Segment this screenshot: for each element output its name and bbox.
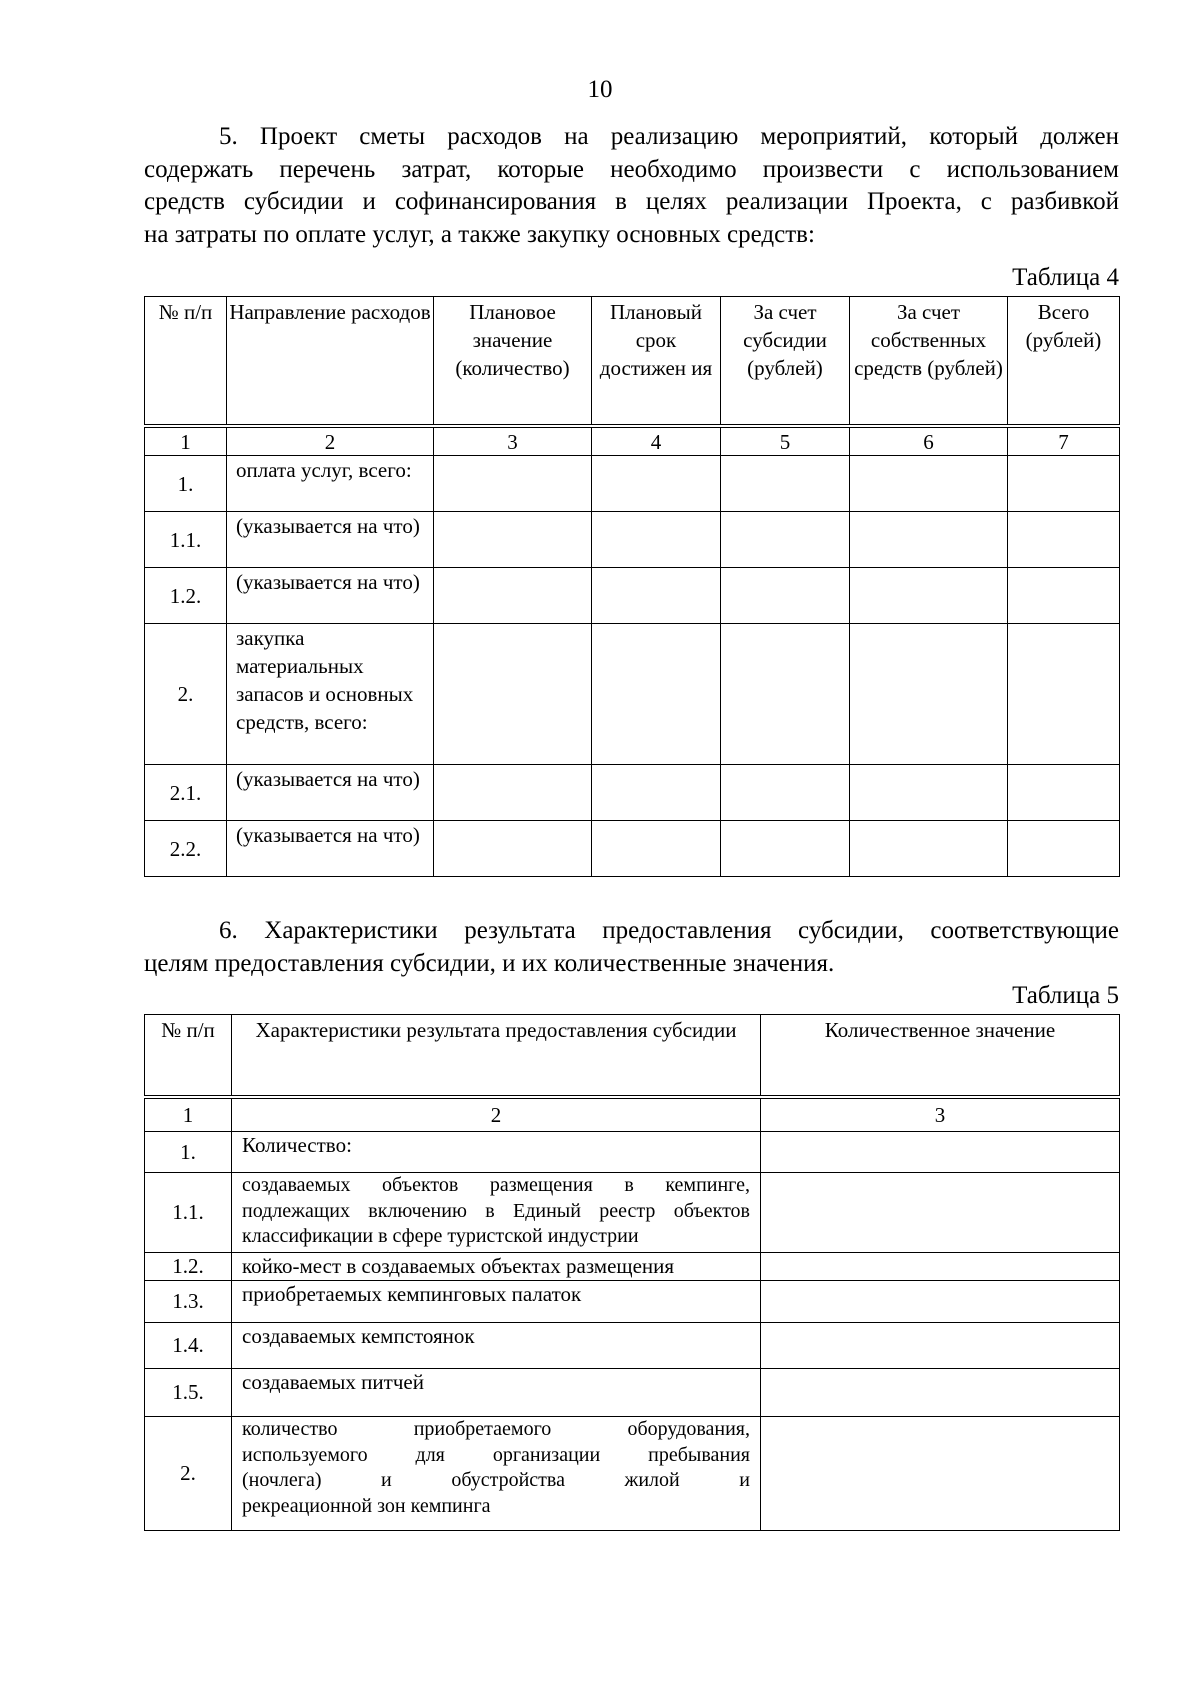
row-label: создаваемых питчей	[232, 1369, 761, 1417]
empty-cell	[592, 624, 721, 765]
column-number-row	[145, 1099, 1120, 1132]
row-label: закупка материальных запасов и основных средств, всего:	[227, 624, 434, 765]
column-number: 5	[721, 428, 850, 456]
row-label: Количество:	[232, 1132, 761, 1173]
empty-cell	[850, 512, 1008, 568]
header-cell-total: Всего (рублей)	[1008, 297, 1120, 425]
column-number: 2	[227, 428, 434, 456]
empty-cell	[1008, 568, 1120, 624]
table-5-body	[144, 1098, 1120, 1531]
row-number: 1.3.	[145, 1281, 232, 1323]
empty-cell	[721, 624, 850, 765]
table-row	[145, 765, 1120, 821]
empty-cell	[434, 821, 592, 877]
column-number: 6	[850, 428, 1008, 456]
empty-cell	[434, 624, 592, 765]
header-cell-number: № п/п	[145, 1015, 232, 1096]
empty-cell	[761, 1132, 1120, 1173]
table-row	[145, 1323, 1120, 1369]
header-cell-own-funds: За счет собственных средств (рублей)	[850, 297, 1008, 425]
paragraph-line: содержать перечень затрат, которые необходимо произвести с использованием	[144, 155, 1119, 183]
column-number: 3	[434, 428, 592, 456]
row-label	[232, 1417, 761, 1531]
empty-cell	[592, 512, 721, 568]
column-number: 1	[145, 428, 227, 456]
empty-cell	[434, 456, 592, 512]
header-cell-number: № п/п	[145, 297, 227, 425]
empty-cell	[1008, 765, 1120, 821]
empty-cell	[761, 1323, 1120, 1369]
empty-cell	[721, 568, 850, 624]
table-row	[145, 1253, 1120, 1281]
row-number: 1.2.	[145, 1253, 232, 1281]
row-label-line: (ночлега) и обустройства жилой и	[242, 1469, 750, 1491]
empty-cell	[721, 512, 850, 568]
row-label: (указывается на что)	[227, 512, 434, 568]
empty-cell	[592, 568, 721, 624]
empty-cell	[761, 1253, 1120, 1281]
empty-cell	[761, 1369, 1120, 1417]
empty-cell	[850, 765, 1008, 821]
empty-cell	[721, 765, 850, 821]
table-row	[145, 456, 1120, 512]
row-number: 1.	[145, 1132, 232, 1173]
row-number: 2.	[145, 1417, 232, 1531]
column-number: 1	[145, 1099, 232, 1132]
header-cell-planned-term: Плановый срок достижен ия	[592, 297, 721, 425]
table-row	[145, 568, 1120, 624]
row-label: приобретаемых кемпинговых палаток	[232, 1281, 761, 1323]
table-row	[145, 1281, 1120, 1323]
table-4-header	[144, 296, 1120, 425]
row-number: 2.	[145, 624, 227, 765]
row-number: 1.4.	[145, 1323, 232, 1369]
table-4-caption: Таблица 4	[1012, 264, 1119, 291]
empty-cell	[721, 456, 850, 512]
empty-cell	[761, 1281, 1120, 1323]
paragraph-line: целям предоставления субсидии, и их количественные значения.	[144, 949, 835, 977]
row-label	[232, 1173, 761, 1253]
empty-cell	[850, 568, 1008, 624]
empty-cell	[761, 1173, 1120, 1253]
section-6-paragraph	[144, 915, 1119, 980]
header-cell-planned-value: Плановое значение (количество)	[434, 297, 592, 425]
table-5-caption: Таблица 5	[1012, 982, 1119, 1009]
row-label-line: рекреационной зон кемпинга	[242, 1494, 491, 1517]
row-number: 1.2.	[145, 568, 227, 624]
header-cell-direction: Направление расходов	[227, 297, 434, 425]
empty-cell	[434, 512, 592, 568]
row-label: (указывается на что)	[227, 765, 434, 821]
header-cell-characteristics: Характеристики результата предоставления субсидии	[232, 1015, 761, 1096]
empty-cell	[850, 624, 1008, 765]
column-number: 2	[232, 1099, 761, 1132]
page-number: 10	[587, 76, 613, 103]
empty-cell	[761, 1417, 1120, 1531]
paragraph-line: на затраты по оплате услуг, а также закупку основных средств:	[144, 220, 815, 248]
row-number: 1.1.	[145, 1173, 232, 1253]
column-number: 4	[592, 428, 721, 456]
table-row	[145, 1369, 1120, 1417]
table-4-body	[144, 427, 1120, 877]
paragraph-line: средств субсидии и софинансирования в целях реализации Проекта, с разбивкой	[144, 188, 1119, 215]
empty-cell	[592, 456, 721, 512]
table-row	[145, 1132, 1120, 1173]
row-label-line: подлежащих включению в Единый реестр объектов	[242, 1199, 750, 1222]
column-number: 3	[761, 1099, 1120, 1132]
row-label-line: количество приобретаемого оборудования,	[242, 1418, 750, 1440]
section-5-paragraph	[144, 121, 1119, 251]
row-number: 1.	[145, 456, 227, 512]
row-number: 1.5.	[145, 1369, 232, 1417]
row-label-line: классификации в сфере туристской индустрии	[242, 1225, 639, 1247]
table-row	[145, 512, 1120, 568]
row-label-line: создаваемых объектов размещения в кемпинге,	[242, 1174, 750, 1196]
column-number-row	[145, 428, 1120, 456]
column-number: 7	[1008, 428, 1120, 456]
row-number: 2.2.	[145, 821, 227, 877]
row-label: (указывается на что)	[227, 821, 434, 877]
empty-cell	[434, 765, 592, 821]
row-number: 2.1.	[145, 765, 227, 821]
row-label: койко-мест в создаваемых объектах размещения	[232, 1253, 761, 1281]
table-row	[145, 1417, 1120, 1531]
paragraph-line: 5. Проект сметы расходов на реализацию мероприятий, который должен	[219, 123, 1119, 150]
table-row	[145, 624, 1120, 765]
empty-cell	[592, 821, 721, 877]
empty-cell	[850, 456, 1008, 512]
row-label-line: используемого для организации пребывания	[242, 1443, 750, 1466]
empty-cell	[1008, 456, 1120, 512]
empty-cell	[1008, 821, 1120, 877]
row-label: (указывается на что)	[227, 568, 434, 624]
empty-cell	[592, 765, 721, 821]
row-label: оплата услуг, всего:	[227, 456, 434, 512]
table-row	[145, 821, 1120, 877]
header-cell-quantity: Количественное значение	[761, 1015, 1120, 1096]
empty-cell	[721, 821, 850, 877]
table-5-header	[144, 1014, 1120, 1096]
empty-cell	[1008, 624, 1120, 765]
empty-cell	[434, 568, 592, 624]
empty-cell	[1008, 512, 1120, 568]
table-row	[145, 1173, 1120, 1253]
paragraph-line: 6. Характеристики результата предоставления субсидии, соответствующие	[219, 917, 1119, 944]
empty-cell	[850, 821, 1008, 877]
header-cell-subsidy: За счет субсидии (рублей)	[721, 297, 850, 425]
row-label: создаваемых кемпстоянок	[232, 1323, 761, 1369]
row-number: 1.1.	[145, 512, 227, 568]
